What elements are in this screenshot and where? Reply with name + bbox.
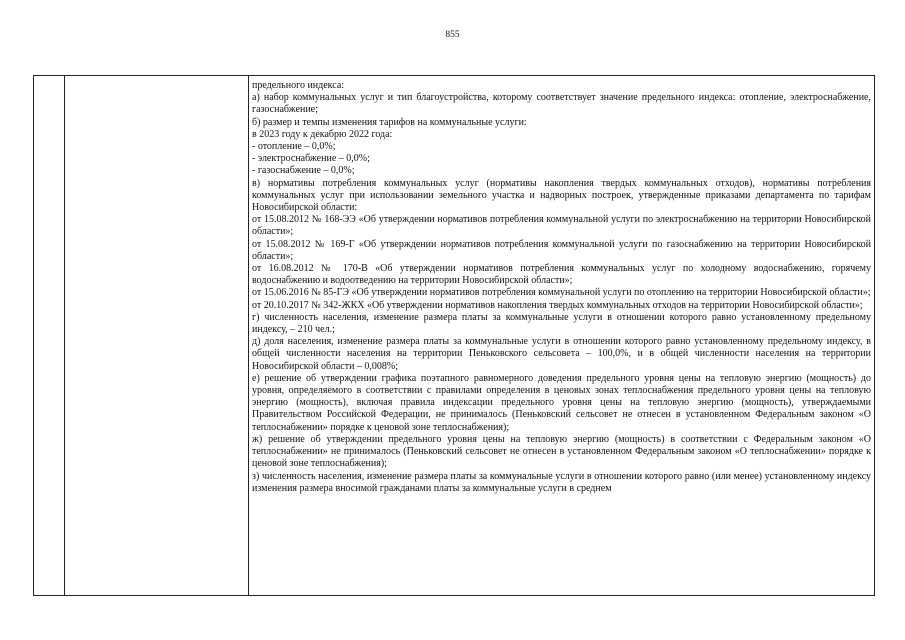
paragraph: от 20.10.2017 № 342-ЖКХ «Об утверждении нормативов накопления твердых коммунальных отходов на территории Новосибирской области»; — [252, 299, 863, 311]
paragraph: г) численность населения, изменение размера платы за коммунальные услуги в отношении которого равно установленному предельному индексу, – 210 чел.; — [252, 311, 871, 336]
paragraph: е) решение об утверждении графика поэтапного равномерного доведения предельного уровня цены на тепловую энергию (мощность) до уровня, определяемого в соответствии с правилами определения в ценовых зонах теплоснабжения предельного уровня цены на тепловую энергию (мощность), включая правила индексации предельного уровня цены на тепловую энергию (мощность), утверждаемыми Правительством Российской Федерации, не принималось (Пеньковский сельсовет не отнесен в установленном Федеральным законом «О теплоснабжении» порядке к ценовой зоне теплоснабжения); — [252, 372, 871, 433]
cell-content — [249, 76, 874, 595]
paragraph: от 15.08.2012 № 168-ЭЭ «Об утверждении нормативов потребления коммунальной услуги по электроснабжению на территории Новосибирской области»; — [252, 214, 871, 238]
paragraph: з) численность населения, изменение размера платы за коммунальные услуги в отношении которого равно (или менее) установленному индексу изменения размера вносимой гражданами платы за коммунальные услуги в среднем — [252, 470, 871, 494]
paragraph: от 15.06.2016 № 85-ГЭ «Об утверждении нормативов потребления коммунальной услуги по отоплению на территории Новосибирской области»; — [252, 287, 871, 299]
paragraph: ж) решение об утверждении предельного уровня цены на тепловую энергию (мощность) в соответствии с Федеральным законом «О теплоснабжении» не принималось (Пеньковский сельсовет не отнесен в установленном Федеральным законом «О теплоснабжении» порядке к ценовой зоне теплоснабжения); — [252, 433, 871, 470]
table-cell-content — [249, 76, 875, 596]
paragraph: в 2023 году к декабрю 2022 года: — [252, 128, 393, 140]
table-cell-name — [65, 76, 249, 596]
table-cell-number — [34, 76, 65, 596]
page-number: 855 — [445, 30, 460, 40]
paragraph: б) размер и темпы изменения тарифов на коммунальные услуги: — [252, 116, 527, 128]
paragraph: предельного индекса: — [252, 80, 345, 91]
paragraph: - электроснабжение – 0,0%; — [252, 153, 370, 165]
paragraph: - отопление – 0,0%; — [252, 141, 336, 153]
document-table — [33, 75, 875, 596]
table-row — [34, 76, 875, 596]
paragraph: а) набор коммунальных услуг и тип благоустройства, которому соответствует значение предельного индекса: отопление, электроснабжение, газоснабжение; — [252, 92, 871, 116]
paragraph: д) доля населения, изменение размера платы за коммунальные услуги в отношении которого равно установленному предельному индексу, в общей численности населения на территории Пеньковского сельсовета – 100,0%, и в общей численности населения на территории Новосибирской области – 0,008%; — [252, 336, 871, 372]
paragraph: в) нормативы потребления коммунальных услуг (нормативы накопления твердых коммунальных отходов), нормативы потребления коммунальных услуг при использовании земельного участка и надворных построек, утвержденные приказами департамента по тарифам Новосибирской области: — [252, 177, 871, 214]
paragraph: - газоснабжение – 0,0%; — [252, 165, 355, 177]
paragraph: от 16.08.2012 № 170-В «Об утверждении нормативов потребления коммунальных услуг по холодному водоснабжению, горячему водоснабжению и водоотведению на территории Новосибирской области»; — [252, 263, 871, 287]
paragraph: от 15.08.2012 № 169-Г «Об утверждении нормативов потребления коммунальной услуги по газоснабжению на территории Новосибирской области»; — [252, 238, 871, 262]
